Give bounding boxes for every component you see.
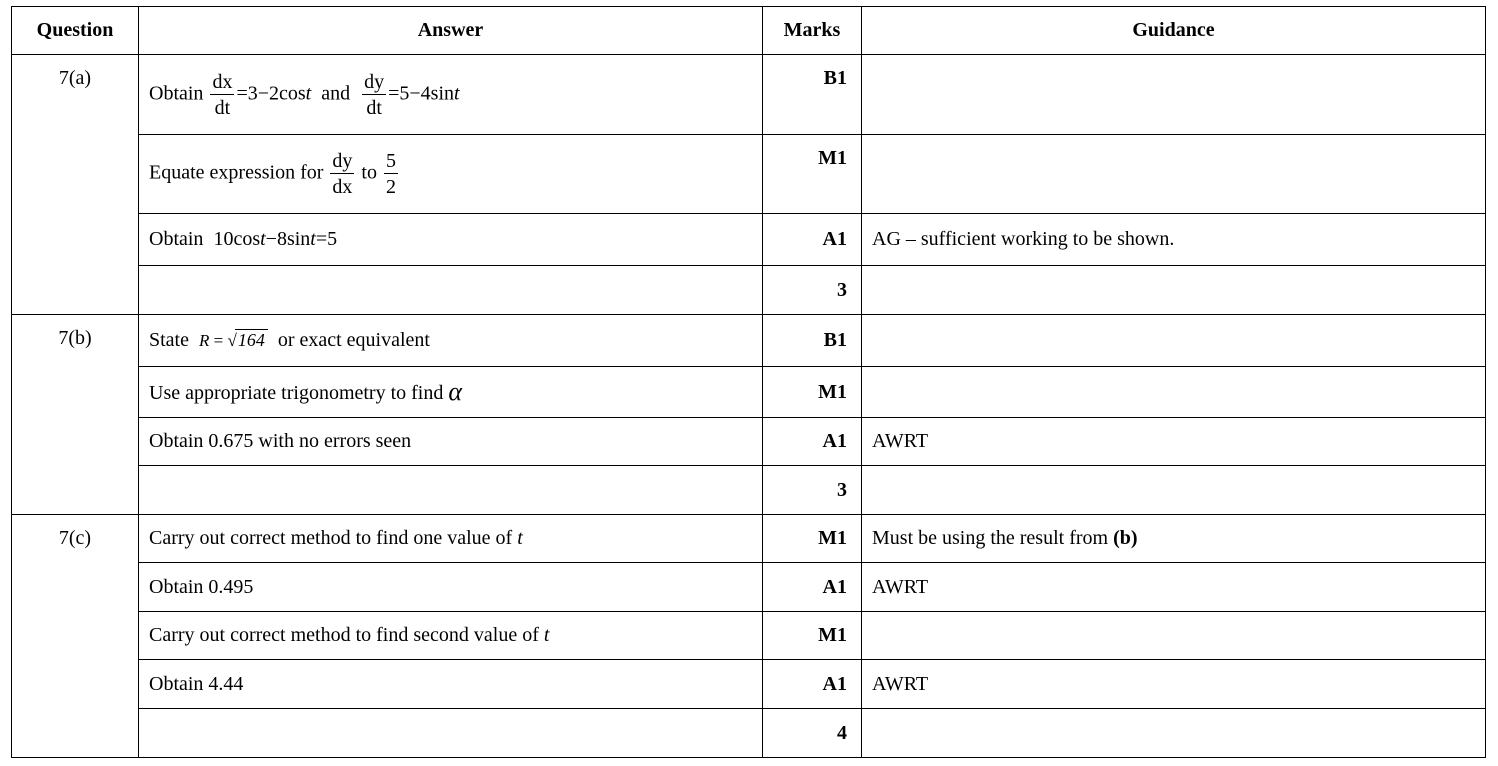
table-row: [12, 515, 1486, 563]
mark-cell: B1: [763, 55, 862, 135]
answer-cell: [139, 466, 763, 515]
answer-cell: Carry out correct method to find second value of t: [139, 612, 763, 660]
guidance-cell: AWRT: [862, 660, 1486, 709]
table-row: [12, 563, 1486, 612]
header-marks: Marks: [763, 7, 862, 55]
mark-cell: B1: [763, 315, 862, 367]
header-answer: Answer: [139, 7, 763, 55]
mark-scheme-table: [11, 6, 1486, 758]
answer-cell: State R = √164 or exact equivalent: [139, 315, 763, 367]
mark-cell: A1: [763, 214, 862, 266]
table-row: [12, 466, 1486, 515]
table-row: [12, 135, 1486, 214]
guidance-cell: [862, 315, 1486, 367]
question-label-7b: 7(b): [12, 315, 139, 515]
mark-cell: M1: [763, 135, 862, 214]
mark-total: 3: [763, 266, 862, 315]
answer-cell: Obtain 4.44: [139, 660, 763, 709]
table-row: [12, 214, 1486, 266]
mark-cell: A1: [763, 418, 862, 466]
table-row: [12, 612, 1486, 660]
question-label-7c: 7(c): [12, 515, 139, 758]
guidance-cell: AG – sufficient working to be shown.: [862, 214, 1486, 266]
answer-cell: Use appropriate trigonometry to find α: [139, 367, 763, 418]
guidance-cell: [862, 266, 1486, 315]
table-row: [12, 709, 1486, 758]
answer-cell: Carry out correct method to find one value of t: [139, 515, 763, 563]
fraction-dy-dx: $\frac{dy}{dx}$: [332, 150, 353, 198]
guidance-cell: [862, 135, 1486, 214]
guidance-cell: [862, 709, 1486, 758]
table-row: [12, 315, 1486, 367]
guidance-cell: AWRT: [862, 563, 1486, 612]
fraction-dx-dt: $\frac{dx}{dt}$: [212, 70, 233, 119]
answer-cell: Obtain 10cost−8sint=5: [139, 214, 763, 266]
mark-cell: M1: [763, 612, 862, 660]
mark-cell: A1: [763, 563, 862, 612]
table-row: [12, 266, 1486, 315]
fraction-dy-dt: $\frac{dy}{dt}$: [364, 70, 385, 119]
question-label-7a: 7(a): [12, 55, 139, 315]
answer-cell: Obtain 0.495: [139, 563, 763, 612]
guidance-cell: [862, 466, 1486, 515]
table-row: [12, 55, 1486, 135]
mark-cell: M1: [763, 367, 862, 418]
mark-total: 3: [763, 466, 862, 515]
fraction-five-halves: $\frac{5}{2}$: [385, 150, 396, 198]
table-row: [12, 418, 1486, 466]
answer-cell: [139, 709, 763, 758]
answer-cell: Equate expression for $\frac{dy}{dx}$ to $\frac{5}{2}$: [139, 135, 763, 214]
guidance-cell: Must be using the result from (b): [862, 515, 1486, 563]
answer-cell: [139, 266, 763, 315]
header-guidance: Guidance: [862, 7, 1486, 55]
guidance-cell: [862, 367, 1486, 418]
answer-cell: Obtain $\frac{dx}{dt}$ =3−2cost and $\frac{dy}{dt}$ =5−4sint: [139, 55, 763, 135]
table-row: [12, 660, 1486, 709]
answer-cell: Obtain 0.675 with no errors seen: [139, 418, 763, 466]
mark-cell: A1: [763, 660, 862, 709]
guidance-cell: [862, 612, 1486, 660]
mark-cell: M1: [763, 515, 862, 563]
mark-total: 4: [763, 709, 862, 758]
header-question: Question: [12, 7, 139, 55]
header-row: [12, 7, 1486, 55]
guidance-cell: AWRT: [862, 418, 1486, 466]
table-row: [12, 367, 1486, 418]
guidance-cell: [862, 55, 1486, 135]
